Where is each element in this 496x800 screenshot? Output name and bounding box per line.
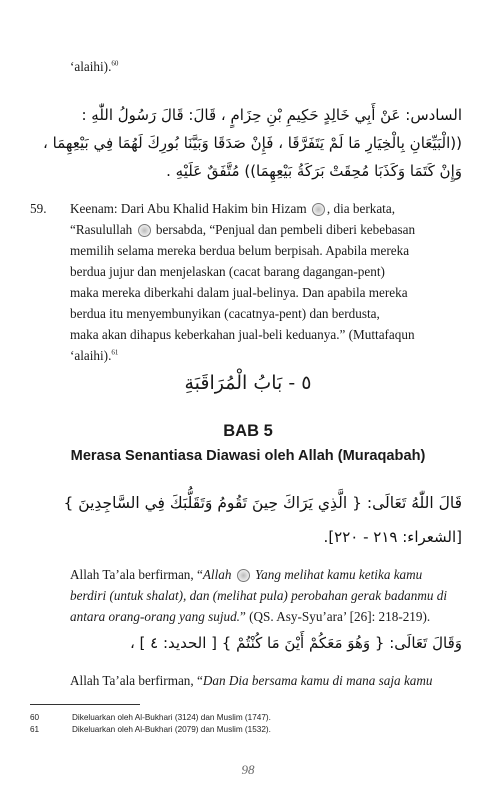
verse1-arabic-reference: [الشعراء: ٢١٩ - ٢٢٠].: [323, 528, 462, 546]
footnote-divider: [30, 704, 140, 705]
honorific-circle-icon: [312, 203, 325, 216]
hadith-arabic-line-2: ((الْبَيِّعَانِ بِالْخِيَارِ مَا لَمْ يَتَفَرَّقَا ، فَإِنْ صَدَقَا وَبَيَّنَا بُورِكَ لَهُمَا فِي بَيْعِهِمَا ،: [43, 134, 462, 152]
continuation-line: [70, 56, 118, 77]
verse2-translation: Allah Ta’ala berfirman, “Dan Dia bersama kamu di mana saja kamu: [70, 673, 433, 688]
hadith-translation: Keenam: Dari Abu Khalid Hakim bin Hizam , dia berkata, “Rasulullah bersabda, “Penjual dan pembeli diberi kebebasan memilih selama mereka berdua belum berpisah. Apabila mereka berdua jujur dan menjelaskan (cacat barang dagangan-pent) maka mereka diberkahi dalam jual-belinya. Dan apabila mereka berdua itu menyembunyikan (cacatnya-pent) dan berdusta, maka akan dihapus keberkahan jual-beli keduanya.” (Muttafaqun ‘alaihi).$^{61}$: [70, 201, 416, 363]
footnote-ref-61: 61: [111, 348, 119, 357]
chapter-title: BAB 5: [223, 422, 273, 440]
verse2-arabic: وَقَالَ تَعَالَى: { وَهُوَ مَعَكُمْ أَيْنَ مَا كُنْتُمْ } [ الحديد: ٤ ] ،: [129, 634, 462, 652]
hadith-number: 59.: [30, 201, 47, 216]
chapter-subtitle: Merasa Senantiasa Diawasi oleh Allah (Muraqabah): [70, 448, 426, 464]
honorific-circle-icon: [237, 569, 250, 582]
hadith-arabic-line-3: وَإِنْ كَتَمَا وَكَذَبَا مُحِقَتْ بَرَكَةُ بَيْعِهِمَا)) مُتَّفَقٌ عَلَيْهِ .: [166, 162, 462, 180]
continuation-text: ‘alaihi).: [70, 59, 112, 74]
footnote-61: 61 Dikeluarkan oleh Al-Bukhari (2079) dan Muslim (1532).: [30, 725, 271, 734]
hadith-arabic-line-1: السادس: عَنْ أَبِي خَالِدٍ حَكِيمِ بْنِ حِزَامٍ ، قَالَ: قَالَ رَسُولُ اللّٰهِ :: [81, 106, 462, 124]
honorific-circle-icon: [138, 224, 151, 237]
footnote-60: 60 Dikeluarkan oleh Al-Bukhari (3124) dan Muslim (1747).: [30, 713, 271, 722]
chapter-arabic-title: ٥ - بَابُ الْمُرَاقَبَةِ: [184, 372, 312, 394]
verse1-translation: Allah Ta’ala berfirman, “Allah Yang melihat kamu ketika kamu berdiri (untuk shalat), dan (melihat pula) perobahan gerak badanmu di antara orang-orang yang sujud.” (QS. Asy-Syu’ara’ [26]: 218-219).: [70, 567, 448, 624]
page-number: 98: [241, 762, 255, 777]
verse1-arabic: قَالَ اللّٰهُ تَعَالَى: { الَّذِي يَرَاكَ حِينَ تَقُومُ وَتَقَلُّبَكَ فِي السَّاجِدِينَ }: [63, 494, 462, 512]
footnote-ref-60: 60: [111, 59, 119, 68]
